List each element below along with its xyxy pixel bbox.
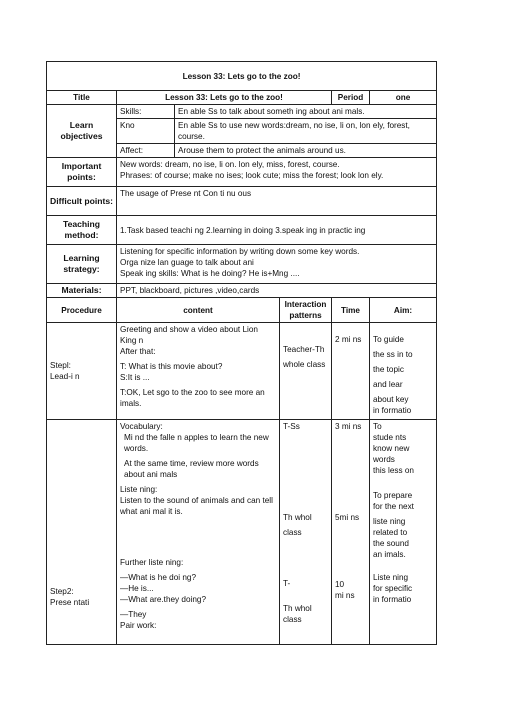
aim-line: stude nts	[373, 433, 407, 442]
teaching-label: Teaching method:	[47, 216, 117, 245]
materials-label: Materials:	[47, 284, 117, 298]
page-title: Lesson 33: Lets go to the zoo!	[47, 62, 437, 91]
aim-line: To	[373, 422, 382, 431]
content-line: Listen to the sound of animals and can tell what ani mal it is.	[120, 496, 273, 516]
step1-time	[332, 323, 370, 420]
time-value: 2 mi ns	[335, 335, 362, 344]
aim-line: know new	[373, 444, 410, 453]
objective-key-affect: Affect:	[117, 144, 175, 158]
step1-procedure	[47, 323, 117, 420]
important-label: Important points:	[47, 158, 117, 187]
objective-key-skills: Skills:	[117, 105, 175, 119]
interaction-line: class	[283, 528, 302, 537]
interaction-line: T-Ss	[283, 422, 300, 431]
interaction-line: Th whol	[283, 513, 312, 522]
aim-line: Liste ning	[373, 573, 409, 582]
content-line: —They	[120, 610, 147, 619]
procedure-line: Prese ntati	[50, 598, 90, 607]
time-value: 10	[335, 580, 345, 589]
aim-line: an imals.	[373, 550, 406, 559]
aim-line: To guide	[373, 335, 404, 344]
content-line: After that:	[120, 347, 156, 356]
aim-line: the sound	[373, 539, 409, 548]
content-line: S:It is ...	[120, 373, 150, 382]
lesson-plan-table	[46, 61, 437, 645]
step2-interaction	[280, 420, 332, 645]
time-value: 5mi ns	[335, 513, 360, 522]
aim-line: words	[373, 455, 395, 464]
col-content: content	[117, 298, 280, 323]
objective-key-knowledge: Kno	[117, 119, 175, 144]
aim-line: related to	[373, 528, 408, 537]
aim-line: about key	[373, 395, 409, 404]
content-line: At the same time, review more words about ani mals	[124, 459, 259, 479]
period-value: one	[370, 91, 437, 105]
important-content	[117, 158, 437, 187]
teaching-content: 1.Task based teachi ng 2.learning in doing 3.speak ing in practic ing	[117, 216, 437, 245]
aim-line: To prepare	[373, 491, 413, 500]
strategy-content	[117, 245, 437, 284]
step1-content	[117, 323, 280, 420]
aim-line: for specific	[373, 584, 413, 593]
lesson-plan-page	[46, 61, 436, 645]
content-line: Pair work:	[120, 621, 157, 630]
step1-aim	[370, 323, 437, 420]
materials-content: PPT, blackboard, pictures ,video,cards	[117, 284, 437, 298]
objective-value-knowledge: En able Ss to use new words:dream, no ise, li on, lon ely, forest, course.	[175, 119, 437, 144]
col-procedure: Procedure	[47, 298, 117, 323]
aim-line: the ss in to	[373, 350, 413, 359]
difficult-label: Difficult points:	[47, 187, 117, 216]
interaction-line: T-	[283, 579, 291, 588]
difficult-content: The usage of Prese nt Con ti nu ous	[117, 187, 437, 216]
procedure-line: Stepl:	[50, 361, 71, 370]
procedure-line: Lead-i n	[50, 372, 80, 381]
col-interaction: Interaction patterns	[280, 298, 332, 323]
interaction-line: Teacher-Th	[283, 345, 325, 354]
aim-line: and lear	[373, 380, 403, 389]
time-value: 3 mi ns	[335, 422, 362, 431]
period-label: Period	[332, 91, 370, 105]
interaction-line: Th whol	[283, 604, 312, 613]
content-line: Mi nd the falle n apples to learn the new words.	[124, 433, 269, 453]
objectives-label: Learn objectives	[47, 105, 117, 158]
strategy-label: Learning strategy:	[47, 245, 117, 284]
content-line: —What are.they doing?	[120, 595, 207, 604]
aim-line: for the next	[373, 502, 414, 511]
content-line: Liste ning:	[120, 485, 158, 494]
content-line: T:OK, Let sgo to the zoo to see more an imals.	[120, 388, 265, 408]
content-line: —He is...	[120, 584, 154, 593]
strategy-line: Speak ing skills: What is he doing? He is+Mng ....	[120, 269, 300, 278]
title-value: Lesson 33: Lets go to the zoo!	[117, 91, 332, 105]
important-line: Phrases: of course; make no ises; look cute; miss the forest; look lon ely.	[120, 171, 384, 180]
col-time: Time	[332, 298, 370, 323]
step2-aim	[370, 420, 437, 645]
objective-value-skills: En able Ss to talk about someth ing about ani mals.	[175, 105, 437, 119]
strategy-line: Orga nize lan guage to talk about ani	[120, 258, 254, 267]
content-line: Greeting and show a video about Lion King n	[120, 325, 258, 345]
step2-content	[117, 420, 280, 645]
interaction-line: whole class	[283, 360, 326, 369]
time-value: mi ns	[335, 591, 355, 600]
important-line: New words: dream, no ise, li on. lon ely, miss, forest, course.	[120, 160, 340, 169]
objective-value-affect: Arouse them to protect the animals around us.	[175, 144, 437, 158]
procedure-line: Step2:	[50, 587, 74, 596]
col-aim: Aim:	[370, 298, 437, 323]
step1-interaction	[280, 323, 332, 420]
step2-time	[332, 420, 370, 645]
interaction-line: class	[283, 615, 302, 624]
title-label: Title	[47, 91, 117, 105]
content-line: T: What is this movie about?	[120, 362, 223, 371]
content-line: Further liste ning:	[120, 558, 184, 567]
aim-line: in formatio	[373, 406, 412, 415]
aim-line: this less on	[373, 466, 414, 475]
strategy-line: Listening for specific information by writing down some key words.	[120, 247, 360, 256]
step2-procedure	[47, 420, 117, 645]
aim-line: in formatio	[373, 595, 412, 604]
content-line: —What is he doi ng?	[120, 573, 197, 582]
content-line: Vocabulary:	[120, 422, 163, 431]
aim-line: liste ning	[373, 517, 406, 526]
aim-line: the topic	[373, 365, 404, 374]
